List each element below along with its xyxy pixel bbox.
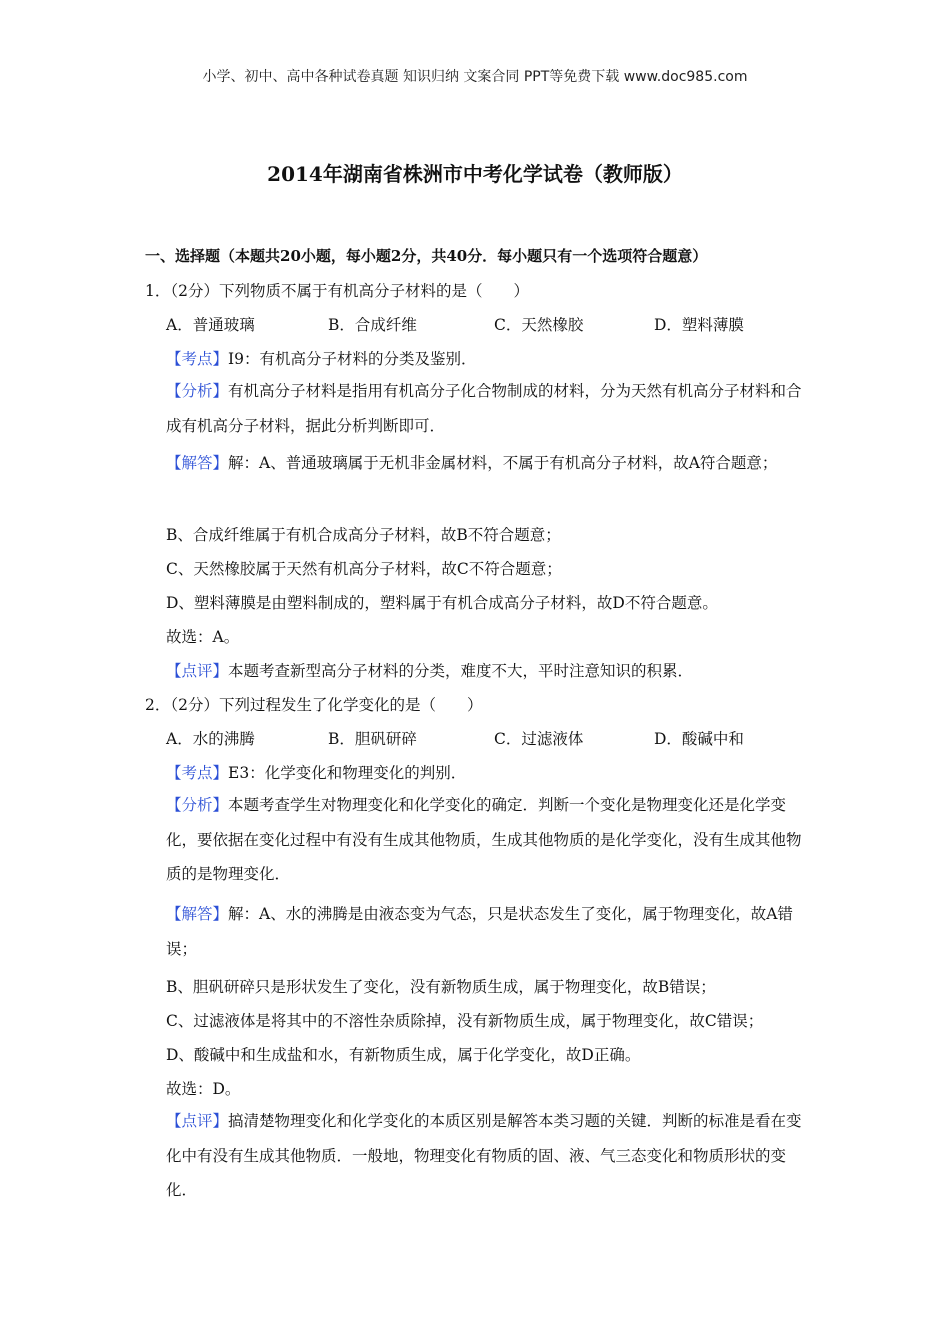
fenxi-tag: 【分析】 [166,382,229,400]
question-2-fenxi [166,788,806,892]
page-title: 2014年湖南省株洲市中考化学试卷（教师版） [267,162,683,186]
option-c: C．天然橡胶 [494,316,584,334]
jieda-text: 解：A、普通玻璃属于无机非金属材料，不属于有机高分子材料，故A符合题意； [228,454,778,472]
question-1-fenxi [166,374,806,443]
dianping-tag: 【点评】 [166,1112,229,1130]
answer-choice: 故选：A。 [166,628,240,646]
jieda-tag: 【解答】 [166,454,229,472]
question-1-jieda [166,446,806,481]
kaodian-text: I9：有机高分子材料的分类及鉴别． [228,350,477,368]
question-2-dianping [166,1104,806,1208]
question-1-dianping [166,659,693,681]
page-header: 小学、初中、高中各种试卷真题 知识归纳 文案合同 PPT等免费下载 www.doc985.com [202,69,748,85]
fenxi-tag: 【分析】 [166,796,229,814]
option-d: D．酸碱中和 [654,730,744,748]
answer-line: D、酸碱中和生成盐和水，有新物质生成，属于化学变化，故D正确。 [166,1046,641,1064]
jieda-text: 解：A、水的沸腾是由液态变为气态，只是状态发生了变化，属于物理变化，故A错误； [166,905,793,958]
dianping-tag: 【点评】 [166,662,229,680]
fenxi-text: 有机高分子材料是指用有机高分子化合物制成的材料，分为天然有机高分子材料和合成有机高分子材料，据此分析判断即可． [166,382,802,435]
option-a: A．普通玻璃 [166,316,255,334]
section-heading: 一、选择题（本题共20小题，每小题2分，共40分．每小题只有一个选项符合题意） [145,247,708,265]
question-1-stem: 1．（2分）下列物质不属于有机高分子材料的是（ ） [145,282,529,300]
question-2-jieda [166,897,806,966]
option-a: A．水的沸腾 [166,730,255,748]
kaodian-text: E3：化学变化和物理变化的判别． [228,764,467,782]
kaodian-tag: 【考点】 [166,764,229,782]
kaodian-tag: 【考点】 [166,350,229,368]
question-2-kaodian [166,761,466,783]
question-1-kaodian [166,347,477,369]
answer-choice: 故选：D。 [166,1080,241,1098]
answer-line: B、胆矾研碎只是形状发生了变化，没有新物质生成，属于物理变化，故B错误； [166,978,716,996]
option-d: D．塑料薄膜 [654,316,744,334]
answer-line: D、塑料薄膜是由塑料制成的，塑料属于有机合成高分子材料，故D不符合题意。 [166,594,718,612]
question-2-stem: 2．（2分）下列过程发生了化学变化的是（ ） [145,696,483,714]
dianping-text: 本题考查新型高分子材料的分类，难度不大，平时注意知识的积累． [228,662,694,680]
dianping-text: 搞清楚物理变化和化学变化的本质区别是解答本类习题的关键．判断的标准是看在变化中有没有生成其他物质．一般地，物理变化有物质的固、液、气三态变化和物质形状的变化． [166,1112,802,1199]
answer-line: B、合成纤维属于有机合成高分子材料，故B不符合题意； [166,526,561,544]
jieda-tag: 【解答】 [166,905,229,923]
answer-line: C、过滤液体是将其中的不溶性杂质除掉，没有新物质生成，属于物理变化，故C错误； [166,1012,764,1030]
fenxi-text: 本题考查学生对物理变化和化学变化的确定．判断一个变化是物理变化还是化学变化，要依据在变化过程中有没有生成其他物质，生成其他物质的是化学变化，没有生成其他物质的是物理变化． [166,796,802,883]
option-c: C．过滤液体 [494,730,584,748]
answer-line: C、天然橡胶属于天然有机高分子材料，故C不符合题意； [166,560,562,578]
option-b: B．合成纤维 [328,316,417,334]
option-b: B．胆矾研碎 [328,730,417,748]
